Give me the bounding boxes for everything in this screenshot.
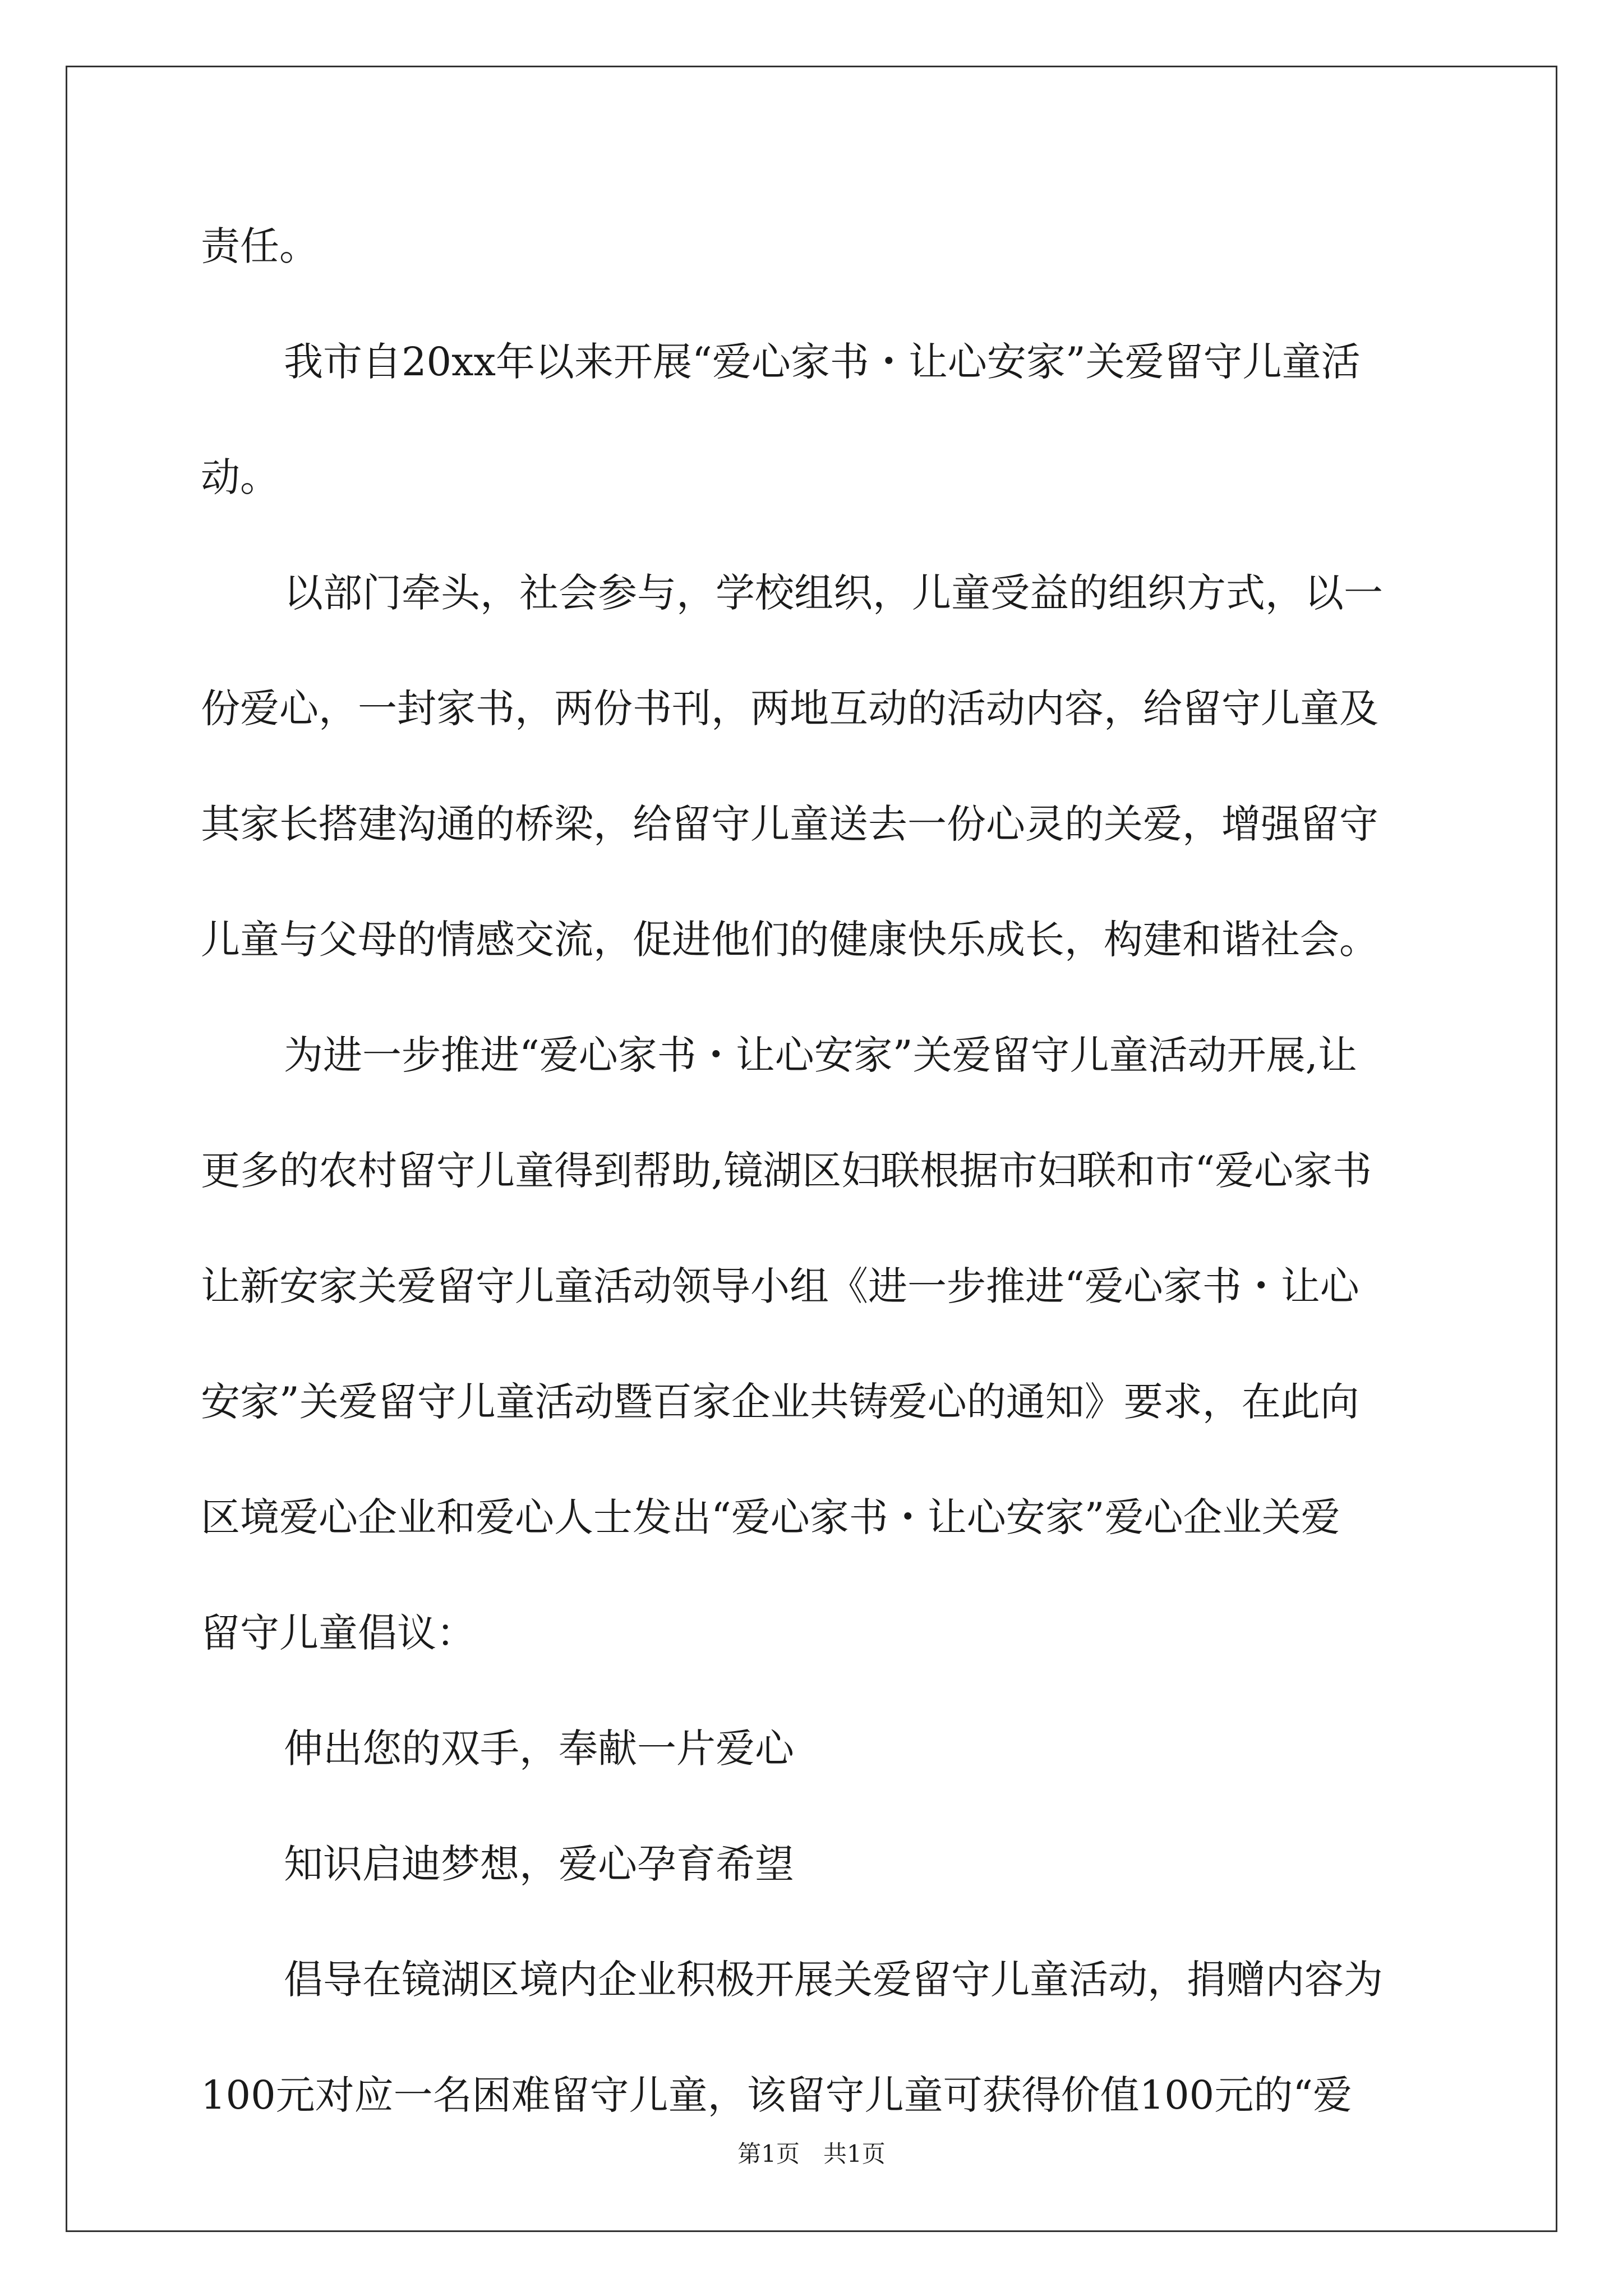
text-line: 儿童与父母的情感交流，促进他们的健康快乐成长，构建和谐社会。 xyxy=(201,917,1378,963)
text-line: 100元对应一名困难留守儿童，该留守儿童可获得价值100元的“爱 xyxy=(201,2072,1353,2118)
document-body xyxy=(201,216,1423,2180)
text-line: 留守儿童倡议： xyxy=(201,1610,476,1656)
page-number: 第1页 共1页 xyxy=(737,2140,886,2168)
text-line: 份爱心，一封家书，两份书刊，两地互动的活动内容，给留守儿童及 xyxy=(201,685,1378,731)
text-line: 让新安家关爱留守儿童活动领导小组《进一步推进“爱心家书・让心 xyxy=(201,1263,1359,1309)
text-line: 更多的农村留守儿童得到帮助,镜湖区妇联根据市妇联和市“爱心家书 xyxy=(201,1148,1372,1194)
text-line: 知识启迪梦想，爱心孕育希望 xyxy=(284,1841,794,1887)
text-line: 责任。 xyxy=(201,223,319,269)
text-line: 我市自20xx年以来开展“爱心家书・让心安家”关爱留守儿童活 xyxy=(284,339,1361,385)
text-line: 为进一步推进“爱心家书・让心安家”关爱留守儿童活动开展,让 xyxy=(284,1032,1357,1078)
text-line: 安家”关爱留守儿童活动暨百家企业共铸爱心的通知》要求，在此向 xyxy=(201,1379,1359,1425)
text-line: 动。 xyxy=(201,454,279,500)
text-line: 伸出您的双手，奉献一片爱心 xyxy=(284,1726,794,1772)
text-line: 倡导在镜湖区境内企业积极开展关爱留守儿童活动，捐赠内容为 xyxy=(284,1957,1383,2003)
text-line: 以部门牵头，社会参与，学校组织，儿童受益的组织方式，以一 xyxy=(284,570,1383,616)
text-line: 区境爱心企业和爱心人士发出“爱心家书・让心安家”爱心企业关爱 xyxy=(201,1494,1340,1540)
text-line: 其家长搭建沟通的桥梁，给留守儿童送去一份心灵的关爱，增强留守 xyxy=(201,801,1378,847)
